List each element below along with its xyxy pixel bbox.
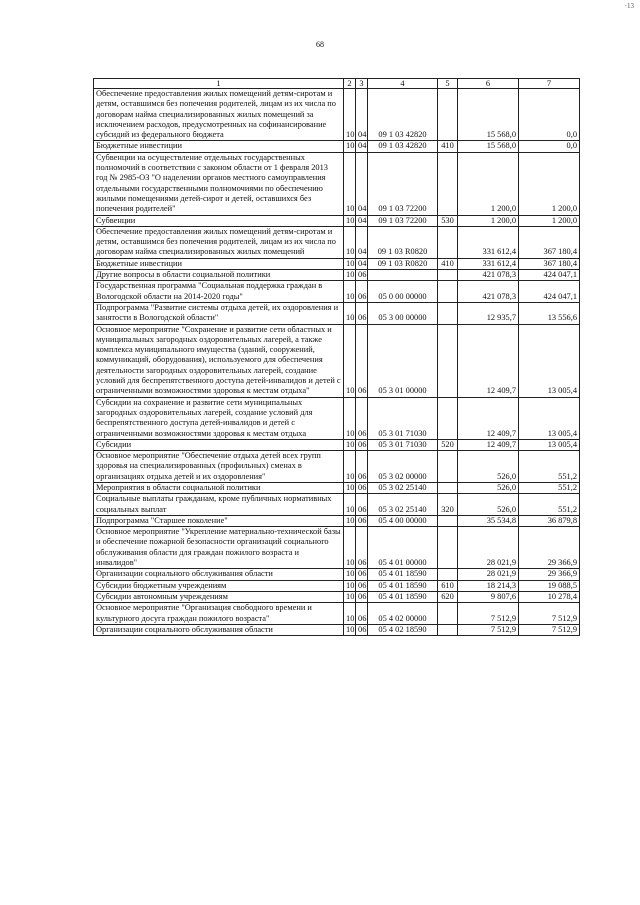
row-expense-type: 410 [438, 141, 458, 152]
row-target-article: 05 4 02 00000 [368, 603, 438, 625]
row-expense-type: 520 [438, 439, 458, 450]
row-target-article: 09 1 03 72200 [368, 152, 438, 215]
row-amount-1: 7 512,9 [458, 624, 519, 635]
row-amount-2: 36 879,8 [519, 515, 580, 526]
table-row [94, 152, 580, 215]
row-name: Организации социального обслуживания области [94, 569, 344, 580]
row-section: 10 [344, 397, 356, 439]
row-section: 10 [344, 569, 356, 580]
row-section: 10 [344, 141, 356, 152]
row-name: Подпрограмма "Старшее поколение" [94, 515, 344, 526]
row-expense-type [438, 324, 458, 397]
row-expense-type [438, 270, 458, 281]
row-name: Основное мероприятие "Организация свободного времени и культурного досуга граждан пожилого возраста" [94, 603, 344, 625]
row-name: Мероприятия в области социальной политики [94, 482, 344, 493]
row-amount-1: 1 200,0 [458, 215, 519, 226]
row-amount-2: 1 200,0 [519, 152, 580, 215]
row-amount-2: 7 512,9 [519, 624, 580, 635]
row-subsection: 06 [356, 281, 368, 303]
table-row [94, 302, 580, 324]
row-target-article: 09 1 03 42820 [368, 141, 438, 152]
table-row [94, 482, 580, 493]
table-row [94, 580, 580, 591]
row-name: Обеспечение предоставления жилых помещений детям-сиротам и детям, оставшимся без попечения родителей, лицам из их числа по договорам найма специализированных жилых помещений [94, 226, 344, 258]
row-name: Подпрограмма "Развитие системы отдыха детей, их оздоровления и занятости в Вологодской области" [94, 302, 344, 324]
corner-mark: ·13 [624, 2, 634, 10]
row-target-article: 09 1 03 72200 [368, 215, 438, 226]
row-name: Бюджетные инвестиции [94, 141, 344, 152]
column-header-expense-type: 5 [438, 79, 458, 89]
row-name: Основное мероприятие "Обеспечение отдыха детей всех групп здоровья на специализированных (профильных) сменах в организациях отдыха детей и их оздоровления" [94, 451, 344, 483]
row-amount-2: 551,2 [519, 482, 580, 493]
row-subsection: 06 [356, 482, 368, 493]
row-section: 10 [344, 624, 356, 635]
row-target-article: 05 3 00 00000 [368, 302, 438, 324]
row-amount-1: 12 409,7 [458, 397, 519, 439]
row-target-article: 09 1 03 42820 [368, 89, 438, 141]
row-target-article: 05 3 02 00000 [368, 451, 438, 483]
row-amount-2: 13 556,6 [519, 302, 580, 324]
row-target-article: 05 4 01 18590 [368, 580, 438, 591]
row-expense-type [438, 482, 458, 493]
row-section: 10 [344, 603, 356, 625]
row-section: 10 [344, 270, 356, 281]
row-target-article: 05 3 02 25140 [368, 482, 438, 493]
row-subsection: 06 [356, 302, 368, 324]
column-header-name: 1 [94, 79, 344, 89]
row-expense-type [438, 226, 458, 258]
row-target-article: 09 1 03 R0820 [368, 226, 438, 258]
row-name: Другие вопросы в области социальной политики [94, 270, 344, 281]
row-target-article: 05 4 01 00000 [368, 527, 438, 569]
row-section: 10 [344, 439, 356, 450]
table-row [94, 527, 580, 569]
row-section: 10 [344, 515, 356, 526]
row-expense-type: 410 [438, 258, 458, 269]
row-expense-type [438, 451, 458, 483]
row-subsection: 04 [356, 215, 368, 226]
row-expense-type [438, 603, 458, 625]
column-header-amount-2: 7 [519, 79, 580, 89]
row-subsection: 06 [356, 451, 368, 483]
row-section: 10 [344, 482, 356, 493]
row-amount-2: 13 005,4 [519, 439, 580, 450]
row-amount-2: 7 512,9 [519, 603, 580, 625]
row-section: 10 [344, 215, 356, 226]
row-section: 10 [344, 451, 356, 483]
row-subsection: 06 [356, 515, 368, 526]
row-expense-type: 620 [438, 591, 458, 602]
row-section: 10 [344, 226, 356, 258]
row-subsection: 06 [356, 624, 368, 635]
row-name: Субсидии автономным учреждениям [94, 591, 344, 602]
row-subsection: 06 [356, 580, 368, 591]
row-amount-2: 13 005,4 [519, 397, 580, 439]
table-row [94, 226, 580, 258]
row-amount-1: 15 568,0 [458, 89, 519, 141]
row-name: Основное мероприятие "Укрепление материально-технической базы и обеспечение пожарной безопасности организаций социального обслуживания области для граждан пожилого возраста и инвалидов" [94, 527, 344, 569]
row-amount-1: 526,0 [458, 482, 519, 493]
row-subsection: 06 [356, 569, 368, 580]
table-row [94, 515, 580, 526]
table-row [94, 603, 580, 625]
row-section: 10 [344, 258, 356, 269]
table-row [94, 397, 580, 439]
row-expense-type [438, 302, 458, 324]
row-target-article: 05 3 01 00000 [368, 324, 438, 397]
table-row [94, 439, 580, 450]
row-name: Государственная программа "Социальная поддержка граждан в Вологодской области на 2014-2020 годы" [94, 281, 344, 303]
table-row [94, 324, 580, 397]
table-row [94, 281, 580, 303]
row-expense-type [438, 515, 458, 526]
table-row [94, 569, 580, 580]
row-section: 10 [344, 324, 356, 397]
row-amount-1: 12 935,7 [458, 302, 519, 324]
row-subsection: 04 [356, 226, 368, 258]
row-subsection: 04 [356, 258, 368, 269]
table-row [94, 141, 580, 152]
row-expense-type: 530 [438, 215, 458, 226]
table-row [94, 591, 580, 602]
row-subsection: 06 [356, 324, 368, 397]
row-target-article: 05 4 02 18590 [368, 624, 438, 635]
row-name: Субвенции [94, 215, 344, 226]
row-subsection: 06 [356, 527, 368, 569]
row-name: Субсидии бюджетным учреждениям [94, 580, 344, 591]
row-target-article: 05 3 02 25140 [368, 494, 438, 516]
row-expense-type [438, 281, 458, 303]
row-subsection: 06 [356, 494, 368, 516]
table-row [94, 624, 580, 635]
row-expense-type: 610 [438, 580, 458, 591]
row-amount-2: 367 180,4 [519, 258, 580, 269]
row-expense-type [438, 397, 458, 439]
row-amount-1: 9 807,6 [458, 591, 519, 602]
row-section: 10 [344, 580, 356, 591]
row-target-article: 05 0 00 00000 [368, 281, 438, 303]
row-subsection: 06 [356, 397, 368, 439]
row-target-article: 05 3 01 71030 [368, 397, 438, 439]
row-expense-type [438, 89, 458, 141]
row-subsection: 06 [356, 439, 368, 450]
table-row [94, 270, 580, 281]
table-row [94, 89, 580, 141]
row-amount-2: 13 005,4 [519, 324, 580, 397]
row-target-article [368, 270, 438, 281]
row-amount-1: 331 612,4 [458, 258, 519, 269]
row-amount-2: 1 200,0 [519, 215, 580, 226]
row-amount-2: 29 366,9 [519, 569, 580, 580]
row-amount-1: 1 200,0 [458, 152, 519, 215]
row-subsection: 06 [356, 591, 368, 602]
row-amount-1: 526,0 [458, 451, 519, 483]
row-name: Бюджетные инвестиции [94, 258, 344, 269]
row-section: 10 [344, 281, 356, 303]
row-section: 10 [344, 527, 356, 569]
row-target-article: 05 3 01 71030 [368, 439, 438, 450]
row-amount-1: 35 534,8 [458, 515, 519, 526]
table-body [94, 89, 580, 636]
row-section: 10 [344, 89, 356, 141]
row-name: Основное мероприятие "Сохранение и развитие сети областных и муниципальных загородных оздоровительных лагерей, а также комплекса муниципального имущества (зданий, сооружений, коммуникаций, оборудования), используемого для обеспечения деятельности загородных оздоровительных лагерей, создание условий для беспрепятственного доступа детей-инвалидов и детей с ограниченными возможностями здоровья к местам отдыха" [94, 324, 344, 397]
row-amount-2: 551,2 [519, 494, 580, 516]
row-section: 10 [344, 591, 356, 602]
row-amount-1: 331 612,4 [458, 226, 519, 258]
row-expense-type [438, 527, 458, 569]
row-amount-2: 551,2 [519, 451, 580, 483]
row-target-article: 05 4 00 00000 [368, 515, 438, 526]
row-amount-1: 28 021,9 [458, 569, 519, 580]
row-subsection: 04 [356, 141, 368, 152]
column-header-amount-1: 6 [458, 79, 519, 89]
row-amount-1: 28 021,9 [458, 527, 519, 569]
column-header-subsection: 3 [356, 79, 368, 89]
row-target-article: 05 4 01 18590 [368, 591, 438, 602]
row-section: 10 [344, 494, 356, 516]
row-expense-type: 320 [438, 494, 458, 516]
row-section: 10 [344, 152, 356, 215]
row-amount-1: 7 512,9 [458, 603, 519, 625]
table-row [94, 215, 580, 226]
row-subsection: 04 [356, 152, 368, 215]
row-name: Социальные выплаты гражданам, кроме публичных нормативных социальных выплат [94, 494, 344, 516]
row-expense-type [438, 152, 458, 215]
row-expense-type [438, 624, 458, 635]
table-row [94, 258, 580, 269]
row-amount-2: 29 366,9 [519, 527, 580, 569]
row-amount-2: 424 047,1 [519, 281, 580, 303]
row-name: Субсидии [94, 439, 344, 450]
row-target-article: 09 1 03 R0820 [368, 258, 438, 269]
column-header-target-article: 4 [368, 79, 438, 89]
row-amount-2: 424 047,1 [519, 270, 580, 281]
row-name: Обеспечение предоставления жилых помещений детям-сиротам и детям, оставшимся без попечения родителей, лицам из их числа по договорам найма специализированных жилых помещений за исключением расходов, предусмотренных на софинансирование субсидий из федерального бюджета [94, 89, 344, 141]
table-header [94, 79, 580, 89]
row-name: Организации социального обслуживания области [94, 624, 344, 635]
row-amount-2: 367 180,4 [519, 226, 580, 258]
row-amount-1: 421 078,3 [458, 270, 519, 281]
row-section: 10 [344, 302, 356, 324]
row-amount-2: 19 088,5 [519, 580, 580, 591]
row-name: Субвенции на осуществление отдельных государственных полномочий в соответствии с законом области от 1 февраля 2013 год № 2985-ОЗ "О наделении органов местного самоуправления отдельными государственными полномочиями по обеспечению жилыми помещениями детей-сирот и детей, оставшихся без попечения родителей" [94, 152, 344, 215]
row-amount-1: 18 214,3 [458, 580, 519, 591]
table-row [94, 451, 580, 483]
row-amount-1: 526,0 [458, 494, 519, 516]
row-name: Субсидии на сохранение и развитие сети муниципальных загородных оздоровительных лагерей, создание условий для беспрепятственного доступа детей-инвалидов и детей с ограниченными возможностями здоровья к местам отдыха [94, 397, 344, 439]
row-target-article: 05 4 01 18590 [368, 569, 438, 580]
row-amount-2: 0,0 [519, 141, 580, 152]
budget-table [93, 78, 580, 636]
row-subsection: 06 [356, 270, 368, 281]
page-number: 68 [316, 40, 324, 49]
table-row [94, 494, 580, 516]
row-amount-1: 421 078,3 [458, 281, 519, 303]
row-amount-2: 10 278,4 [519, 591, 580, 602]
row-subsection: 04 [356, 89, 368, 141]
row-amount-1: 12 409,7 [458, 324, 519, 397]
row-amount-2: 0,0 [519, 89, 580, 141]
row-amount-1: 12 409,7 [458, 439, 519, 450]
row-expense-type [438, 569, 458, 580]
column-header-section: 2 [344, 79, 356, 89]
row-amount-1: 15 568,0 [458, 141, 519, 152]
row-subsection: 06 [356, 603, 368, 625]
